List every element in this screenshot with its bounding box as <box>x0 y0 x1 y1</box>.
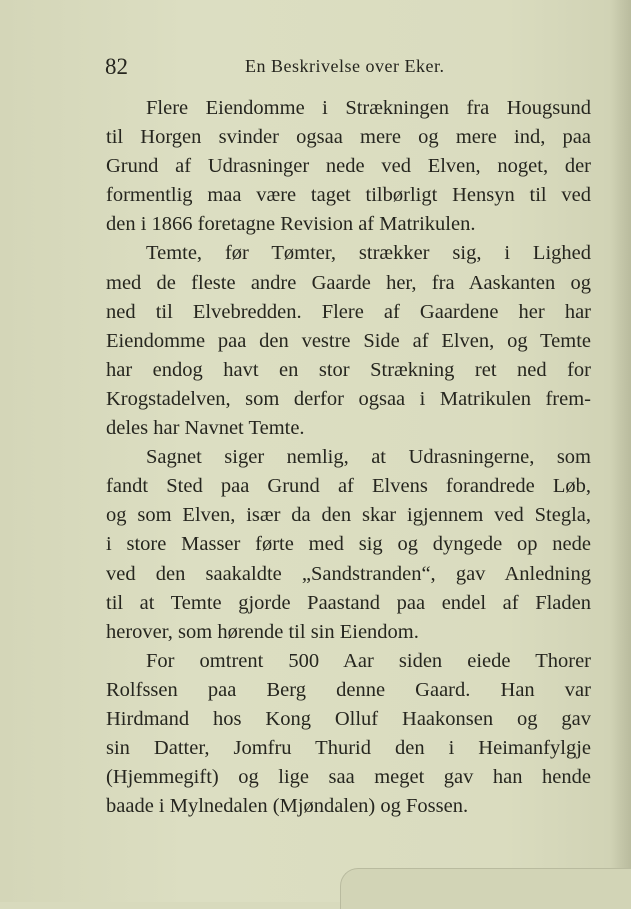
text-line: til Horgen svinder ogsaa mere og mere ind, paa <box>106 126 591 149</box>
text-line: ved den saakaldte „Sandstranden“, gav Anledning <box>106 562 591 585</box>
text-line: Sagnet siger nemlig, at Udrasningerne, som <box>146 446 591 469</box>
paragraph <box>106 239 591 443</box>
text-line: Temte, før Tømter, strækker sig, i Lighed <box>146 242 591 265</box>
text-line: deles har Navnet Temte. <box>106 417 305 440</box>
text-line: Grund af Udrasninger nede ved Elven, noget, der <box>106 155 591 178</box>
text-line: har endog havt en stor Strækning ret ned for <box>106 358 591 381</box>
text-line: (Hjemmegift) og lige saa meget gav han hende <box>106 766 591 789</box>
text-line: Flere Eiendomme i Strækningen fra Hougsund <box>146 97 591 119</box>
text-line: For omtrent 500 Aar siden eiede Thorer <box>146 649 591 672</box>
text-line: den i 1866 foretagne Revision af Matrikulen. <box>106 213 476 236</box>
text-line: i store Masser førte med sig og dyngede op nede <box>106 533 591 556</box>
text-line: baade i Mylnedalen (Mjøndalen) og Fossen. <box>106 795 469 818</box>
text-line: til at Temte gjorde Paastand paa endel af Fladen <box>106 591 591 614</box>
text-line: herover, som hørende til sin Eiendom. <box>106 620 419 643</box>
text-line: med de fleste andre Gaarde her, fra Aaskanten og <box>106 271 591 294</box>
paragraph <box>106 443 591 647</box>
page-corner-edge <box>340 868 631 909</box>
paragraph <box>106 94 591 239</box>
text-line: Hirdmand hos Kong Olluf Haakonsen og gav <box>106 707 591 730</box>
page-body <box>106 94 591 821</box>
text-line: ned til Elvebredden. Flere af Gaardene her har <box>106 300 591 323</box>
page-header <box>105 54 595 82</box>
text-line: Krogstadelven, som derfor ogsaa i Matrikulen frem- <box>106 387 591 410</box>
text-line: fandt Sted paa Grund af Elvens forandrede Løb, <box>106 475 591 498</box>
running-title: En Beskrivelse over Eker. <box>245 56 445 76</box>
text-line: og som Elven, især da den skar igjennem ved Stegla, <box>106 504 591 527</box>
text-line: sin Datter, Jomfru Thurid den i Heimanfylgje <box>106 737 591 760</box>
page-edge-shadow <box>610 0 631 902</box>
page-number: 82 <box>105 54 128 79</box>
text-line: Eiendomme paa den vestre Side af Elven, og Temte <box>106 329 591 352</box>
text-line: Rolfssen paa Berg denne Gaard. Han var <box>106 678 591 701</box>
text-line: formentlig maa være taget tilbørligt Hensyn til ved <box>106 184 591 207</box>
paragraph <box>106 647 591 822</box>
